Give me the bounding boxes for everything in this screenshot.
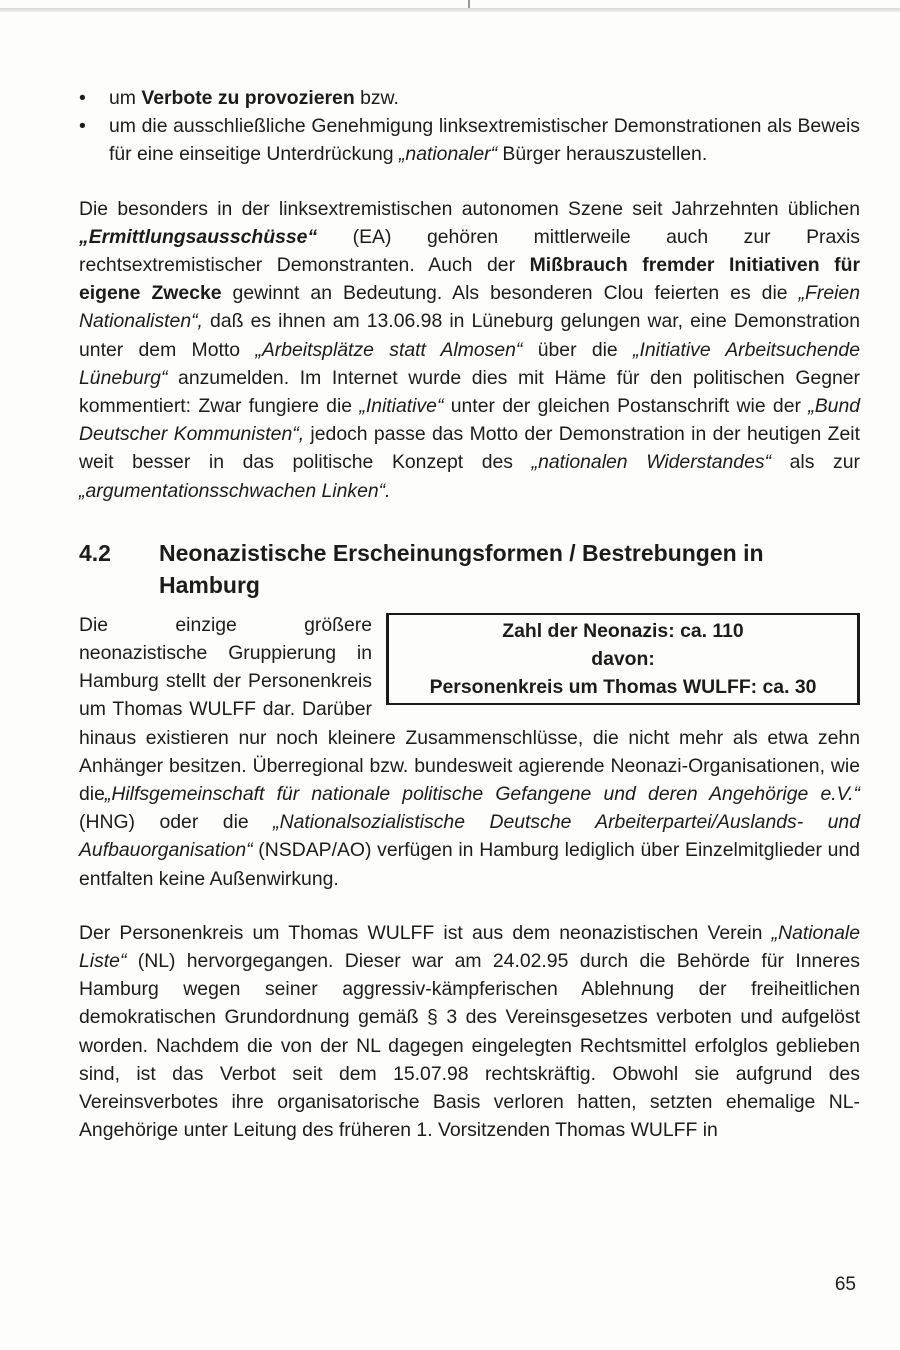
- text: (NSDAP/AO) verfügen in Hamburg lediglich über Einzelmitglieder und entfalten keine Außenwirkung.: [79, 839, 860, 890]
- paragraph-neonazi-groups: [79, 611, 860, 893]
- bullet-italic-text: „nationaler“: [398, 143, 498, 166]
- bullet-text: Bürger herauszustellen.: [497, 143, 708, 166]
- italic-text: „Bund Deutscher Kommunisten“,: [79, 395, 861, 446]
- bullet-bold-text: Verbote zu provozieren: [141, 87, 355, 109]
- emphasis: „Ermittlungsausschüsse“: [79, 225, 318, 248]
- italic-text: „Nationalsozialistische Deutsche Arbeiterpartei/Auslands- und Aufbauorganisation“: [79, 811, 861, 862]
- text: unter der gleichen Postanschrift wie der: [443, 395, 809, 418]
- box-line-wulff: Personenkreis um Thomas WULFF: ca. 30: [429, 675, 817, 698]
- italic-text: „Hilfsgemeinschaft für nationale politische Gefangene und deren Angehörige e.V.“: [104, 783, 860, 806]
- italic-text: „Arbeitsplätze statt Almosen“: [255, 338, 523, 361]
- text: als zur: [771, 451, 860, 474]
- bullet-item: [79, 84, 860, 112]
- bullet-text: um die ausschließliche Genehmigung linksextremistischer Demonstrationen als Beweis für eine einseitige Unterdrückung: [109, 115, 860, 166]
- paragraph-ermittlungsausschuesse: [79, 195, 860, 505]
- bullet-item: [79, 112, 860, 168]
- page-content: [79, 84, 860, 1145]
- text: (NL) hervorgegangen. Dieser war am 24.02.95 durch die Behörde für Inneres Hamburg wegen seiner aggressiv-kämpferischen Ablehnung der freiheitlichen demokratischen Grundordnung gemäß § 3 des Vereinsgesetzes verboten und aufgelöst worden. Nachdem die von der NL dagegen eingelegten Rechtsmittel erfolglos geblieben sind, ist das Verbot seit dem 15.07.98 rechtskräftig. Obwohl sie aufgrund des Vereinsverbotes ihre organisatorische Basis verloren hatten, setzten ehemalige NL-Angehörige unter Leitung des früheren 1. Vorsitzenden Thomas WULFF in: [79, 950, 860, 1142]
- text: daß es ihnen am 13.06.98 in Lüneburg gelungen war, eine Demonstration unter dem Motto: [79, 310, 860, 361]
- text: (EA) gehören mittlerweile auch zur Praxis rechtsextremistischer Demonstranten. Auch der: [79, 225, 860, 277]
- italic-text: „Nationale Liste“: [79, 921, 860, 973]
- italic-text: „Initiative“: [359, 395, 444, 418]
- top-border-line: [0, 8, 900, 12]
- top-tick-mark: [468, 0, 470, 8]
- italic-text: „Freien Nationalisten“,: [79, 282, 860, 333]
- bullet-text: bzw.: [354, 87, 399, 109]
- text: (HNG) oder die: [79, 811, 274, 834]
- italic-text: „argumentationsschwachen Linken“.: [79, 479, 391, 502]
- italic-text: „nationalen Widerstandes“: [531, 451, 772, 474]
- box-line-count: Zahl der Neonazis: ca. 110: [502, 619, 744, 642]
- box-line-davon: davon:: [591, 647, 655, 670]
- section-number: 4.2: [79, 539, 111, 566]
- bullet-text: um: [109, 87, 142, 109]
- text: jedoch passe das Motto der Demonstration in der heutigen Zeit weit besser in das politische Konzept des: [79, 423, 860, 474]
- text: anzumelden. Im Internet wurde dies mit Häme für den politischen Gegner kommentiert: Zwar fungiere die: [79, 366, 860, 418]
- bold-text: Mißbrauch fremder Initiativen für eigene Zwecke: [79, 254, 860, 305]
- section-title: Neonazistische Erscheinungsformen / Bestrebungen in Hamburg: [159, 539, 764, 598]
- text: Die einzige größere neonazistische Gruppierung in Hamburg stellt der Personenkreis um Thomas WULFF dar. Darüber hinaus existieren nur noch kleinere Zusammenschlüsse, die nicht mehr als etwa zehn Anhänger besitzen. Überregional bzw. bundesweit agierende Neonazi-Organisationen, wie die: [79, 613, 860, 806]
- section-heading: [79, 537, 860, 601]
- paragraph-nationale-liste: [79, 919, 860, 1145]
- text: Die besonders in der linksextremistischen autonomen Szene seit Jahrzehnten üblichen: [79, 197, 860, 220]
- text: Der Personenkreis um Thomas WULFF ist aus dem neonazistischen Verein: [79, 921, 772, 944]
- text: gewinnt an Bedeutung. Als besonderen Clou feierten es die: [221, 282, 799, 305]
- page-number: 65: [834, 1274, 856, 1295]
- italic-text: „Initiative Arbeitsuchende Lüneburg“: [79, 338, 860, 389]
- text: über die: [522, 338, 634, 361]
- statistics-box: [386, 613, 860, 705]
- bullet-list: [79, 84, 860, 169]
